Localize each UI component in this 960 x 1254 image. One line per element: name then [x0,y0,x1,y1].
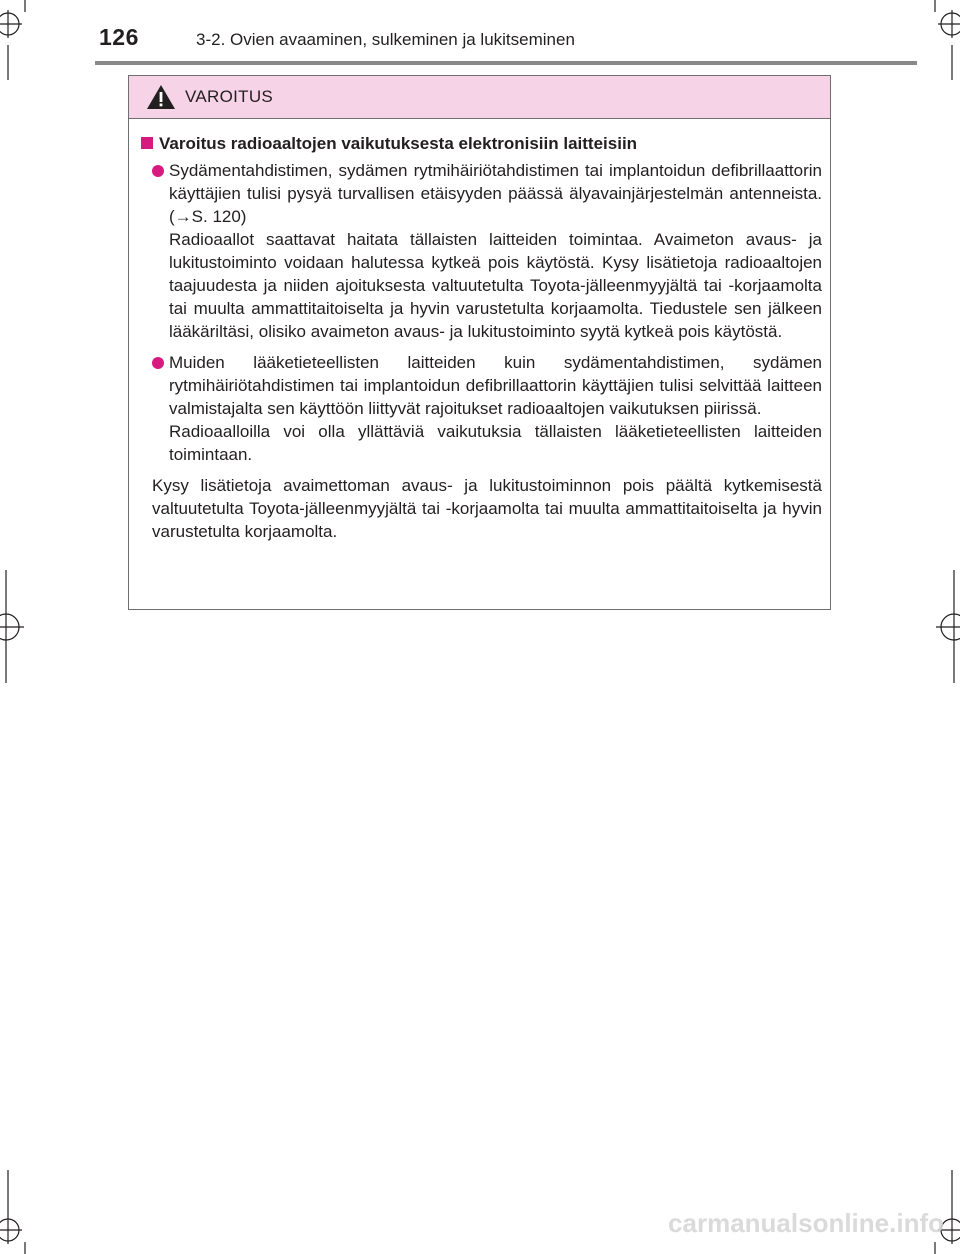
subheading [137,132,822,155]
subheading-text: Varoitus radioaaltojen vaikutuksesta elektronisiin laitteisiin [159,134,638,153]
note-paragraph: Kysy lisätietoja avaimettoman avaus- ja lukitustoiminnon pois päältä kytkemisestä valtuutetulta Toyota-jälleenmyyjältä tai -korjaamolta tai muulta ammattitaitoiselta ja hyvin varustetulta korjaamolta. [152,476,822,541]
list-item [152,351,822,466]
list-item-text [169,159,822,343]
warning-box [128,75,831,610]
registration-mark-icon [0,1170,25,1254]
paragraph: Sydämentahdistimen, sydämen rytmihäiriötahdistimen tai implantoidun defibrillaattorin käyttäjien tulisi pysyä turvallisen etäisyyden päässä älyavainjärjestelmän antenneista. (→S. 120) [169,161,822,226]
warning-body [129,119,830,543]
section-title: 3-2. Ovien avaaminen, sulkeminen ja lukitseminen [196,30,575,49]
paragraph: Radioaalloilla voi olla yllättäviä vaikutuksia tällaisten lääketieteellisten laitteiden toimintaan. [169,422,822,464]
paragraph: Muiden lääketieteellisten laitteiden kuin sydämentahdistimen, sydämen rytmihäiriötahdistimen tai implantoidun defibrillaattorin käyttäjien tulisi selvittää laitteen valmistajalta sen käyttöön liittyvät rajoitukset radioaaltojen vaikutuksen piirissä. [169,353,822,418]
page-number: 126 [99,24,139,50]
list-item [152,159,822,343]
registration-mark-icon [0,0,25,80]
registration-mark-icon [935,0,960,80]
watermark: carmanualsonline.info [668,1208,944,1238]
circle-bullet-icon [152,357,164,369]
square-bullet-icon [141,137,153,149]
warning-triangle-icon [146,84,176,110]
paragraph: Radioaallot saattavat haitata tällaisten laitteiden toimintaa. Avaimeton avaus- ja lukitustoiminto voidaan halutessa kytkeä pois käytöstä. Kysy lisätietoja radioaaltojen taajuudesta ja niiden ajoituksesta valtuutetulta Toyota-jälleenmyyjältä tai -korjaamolta tai muulta ammattitaitoiselta ja hyvin varustetulta korjaamolta. Tiedustele sen jälkeen lääkäriltäsi, olisiko avaimeton avaus- ja lukitustoiminto syytä kytkeä pois käytöstä. [169,230,822,341]
registration-mark-icon [0,570,24,683]
warning-header [129,76,830,119]
circle-bullet-icon [152,165,164,177]
header-rule [95,61,917,65]
list-item-text [169,351,822,466]
warning-label: VAROITUS [185,87,274,106]
registration-mark-icon [936,570,960,683]
